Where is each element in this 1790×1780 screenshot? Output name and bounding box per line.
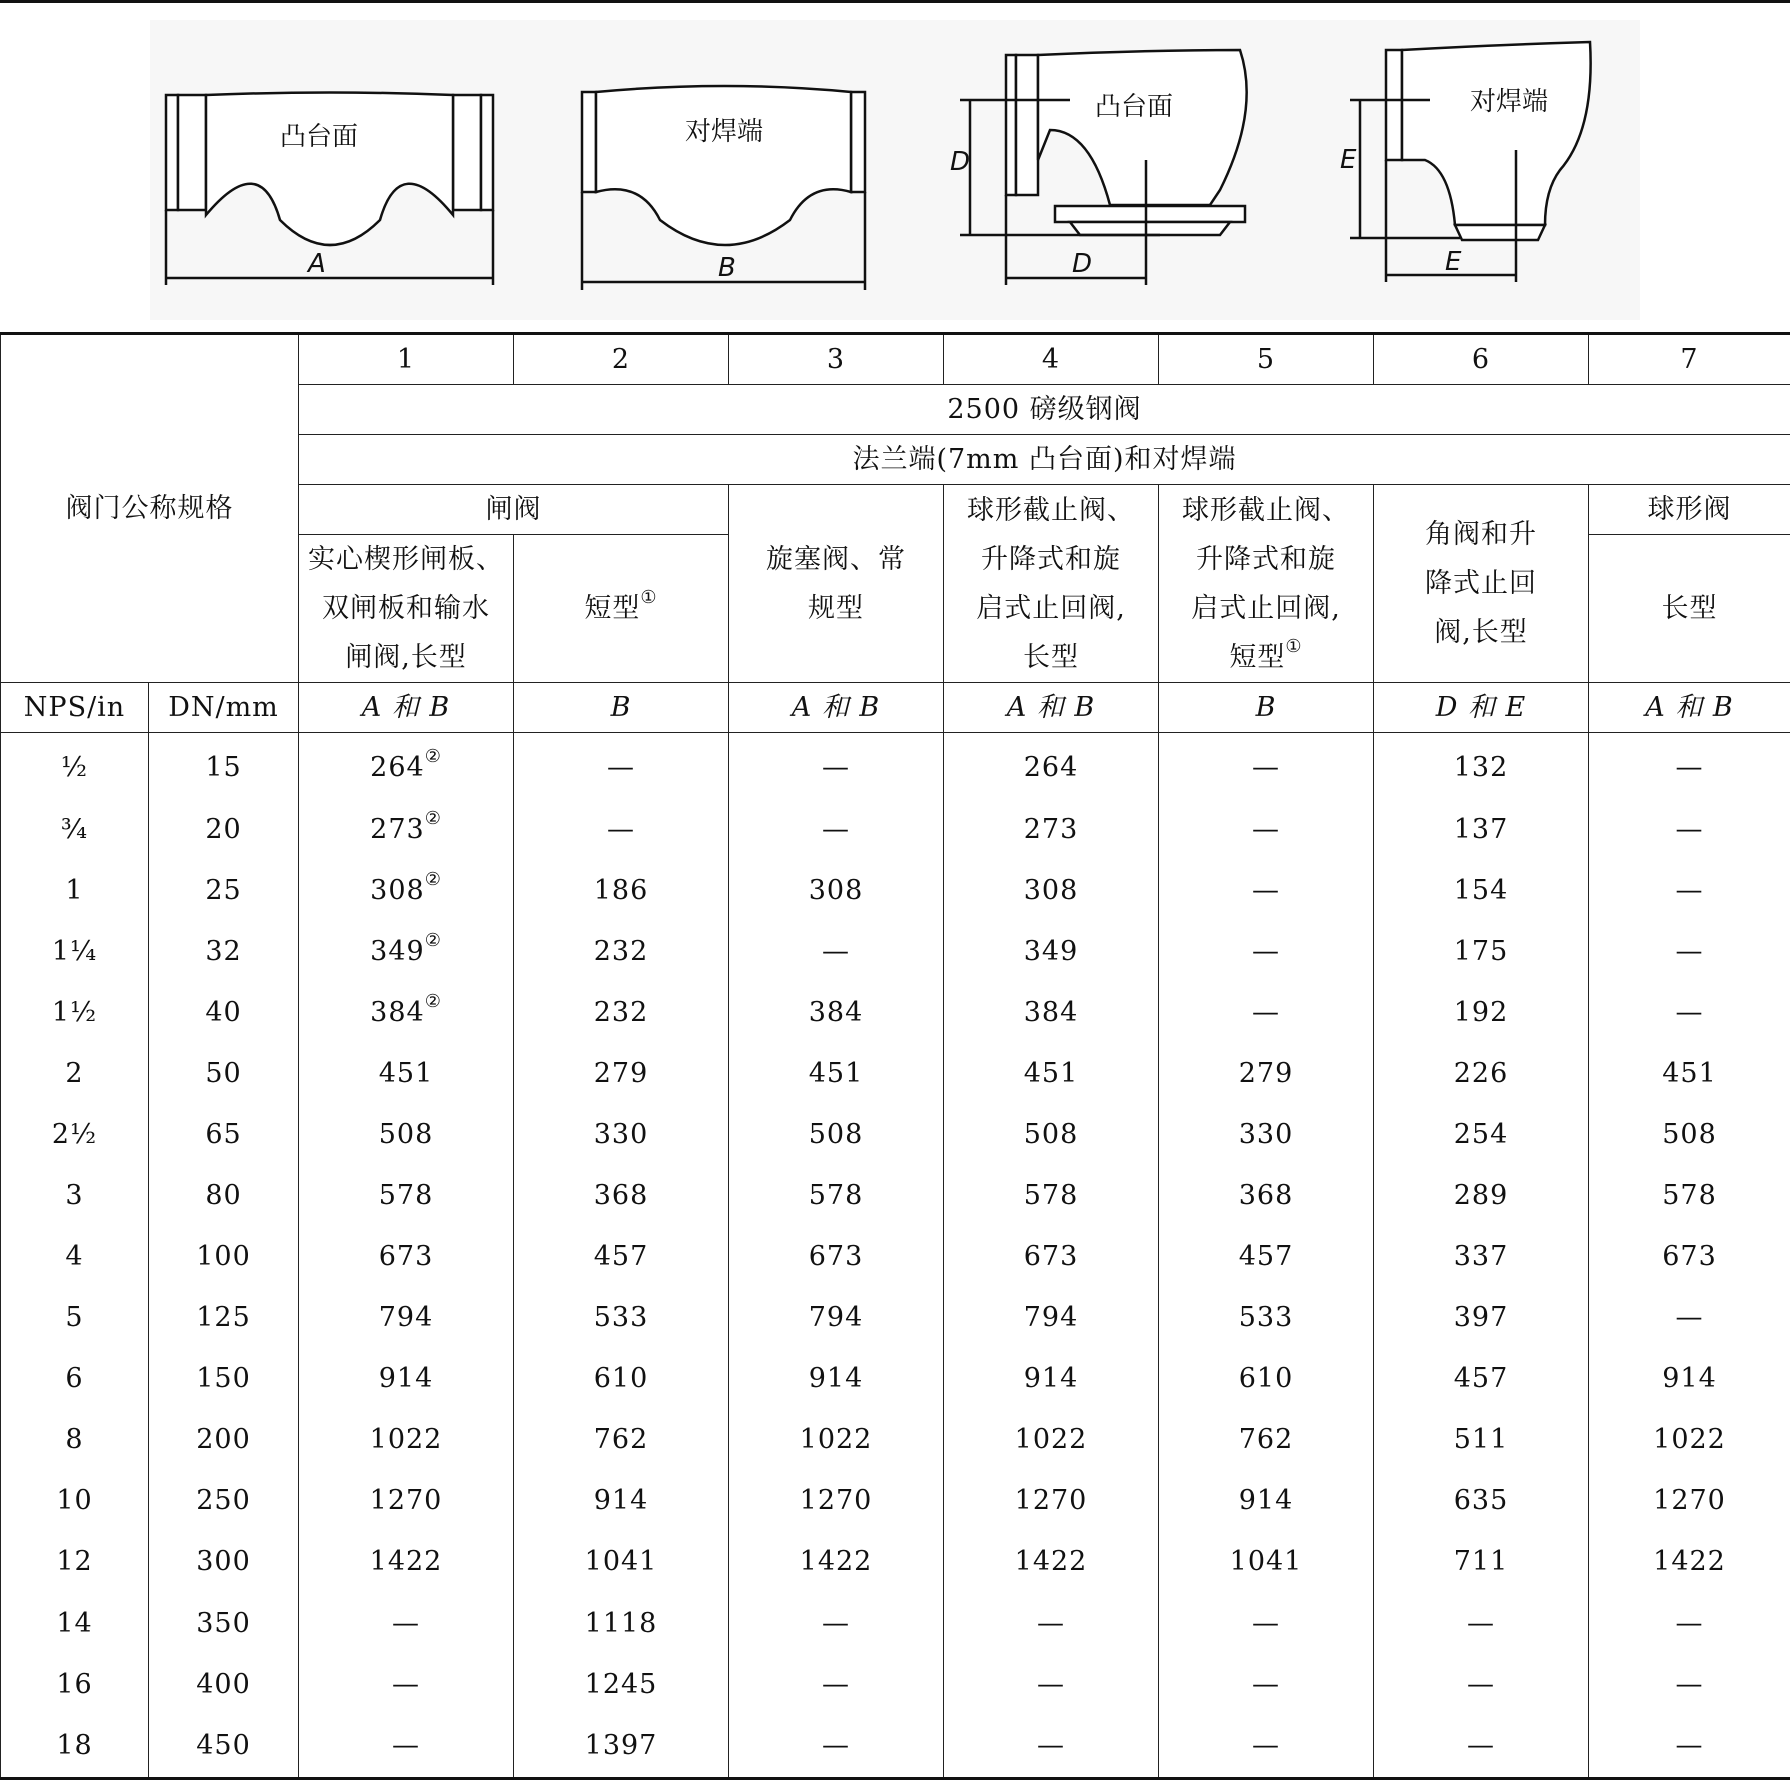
globe-valve-header: 球形阀 [1589, 485, 1790, 535]
col3-description [729, 485, 944, 683]
valve-dimension-figure [150, 20, 1640, 320]
col-number-2: 2 [514, 334, 729, 385]
col-number-3: 3 [729, 334, 944, 385]
col1-cell [299, 1532, 514, 1593]
col1-value: 1422 [370, 1546, 443, 1577]
col3-cell: — [729, 1593, 944, 1654]
dn-cell: 200 [149, 1410, 299, 1471]
col1-value: 384 [370, 997, 425, 1028]
col-number-7: 7 [1589, 334, 1790, 385]
col2-cell: 279 [514, 1044, 729, 1105]
dn-cell: 400 [149, 1654, 299, 1715]
col1-footnote-mark: ② [425, 869, 442, 890]
col5-cell: 279 [1159, 1044, 1374, 1105]
col3-desc-line-2: 规型 [733, 584, 939, 633]
table-row [1, 1471, 1790, 1532]
col3-cell: — [729, 921, 944, 982]
col1-value: 349 [370, 936, 425, 967]
col2-cell: 1118 [514, 1593, 729, 1654]
col4-description [944, 485, 1159, 683]
col6-cell: 254 [1374, 1105, 1589, 1166]
nps-cell: 1 [1, 860, 149, 921]
col1-value: 578 [379, 1180, 434, 1211]
nps-cell: 14 [1, 1593, 149, 1654]
col5-footnote-mark: ① [1285, 636, 1302, 657]
col6-description [1374, 485, 1589, 683]
table-row [1, 1227, 1790, 1288]
col1-cell [299, 1471, 514, 1532]
raised-face-label-1: 凸台面 [280, 122, 358, 152]
col5-cell: — [1159, 1715, 1374, 1778]
col6-cell: 511 [1374, 1410, 1589, 1471]
nps-cell: 2½ [1, 1105, 149, 1166]
col-number-5: 5 [1159, 334, 1374, 385]
angle-flanged-valve-drawing-d [960, 50, 1247, 285]
col7-cell: 1022 [1589, 1410, 1790, 1471]
col1-value: 508 [379, 1119, 434, 1150]
col3-cell: 384 [729, 982, 944, 1043]
table-row [1, 733, 1790, 800]
dn-cell: 100 [149, 1227, 299, 1288]
gate-valve-header: 闸阀 [299, 485, 729, 535]
table-body [1, 733, 1790, 1779]
col5-cell: 1041 [1159, 1532, 1374, 1593]
col4-cell: 673 [944, 1227, 1159, 1288]
col3-cell: 1270 [729, 1471, 944, 1532]
col5-desc-line-2: 升降式和旋 [1163, 535, 1369, 584]
col4-cell: 508 [944, 1105, 1159, 1166]
col6-cell: — [1374, 1654, 1589, 1715]
col1-cell [299, 921, 514, 982]
top-rule [0, 0, 1790, 3]
col5-cell: — [1159, 982, 1374, 1043]
col4-cell: 1270 [944, 1471, 1159, 1532]
nps-cell: 5 [1, 1288, 149, 1349]
col6-cell: 154 [1374, 860, 1589, 921]
col5-cell: 762 [1159, 1410, 1374, 1471]
col4-cell: 914 [944, 1349, 1159, 1410]
col7-cell: — [1589, 1288, 1790, 1349]
table-row [1, 982, 1790, 1043]
col1-value: 264 [370, 752, 425, 783]
col6-cell: 226 [1374, 1044, 1589, 1105]
col5-desc-line-3: 启式止回阀, [1163, 584, 1369, 633]
col1-cell [299, 1105, 514, 1166]
col2-cell: 914 [514, 1471, 729, 1532]
col2-footnote-mark: ① [640, 587, 657, 608]
col2-cell: 1245 [514, 1654, 729, 1715]
col6-cell: 337 [1374, 1227, 1589, 1288]
col1-footnote-mark: ② [425, 991, 442, 1012]
table-row [1, 799, 1790, 860]
dn-cell: 40 [149, 982, 299, 1043]
col3-cell: — [729, 1715, 944, 1778]
col1-cell [299, 1410, 514, 1471]
dim-label-6: D 和 E [1374, 683, 1589, 733]
col1-cell [299, 1227, 514, 1288]
col1-cell [299, 799, 514, 860]
col3-cell: 914 [729, 1349, 944, 1410]
table-row [1, 1410, 1790, 1471]
col7-cell: — [1589, 1593, 1790, 1654]
dn-cell: 25 [149, 860, 299, 921]
col2-cell: 232 [514, 921, 729, 982]
col2-cell: — [514, 799, 729, 860]
valve-size-header: 阀门公称规格 [1, 334, 299, 683]
dim-e-vertical-label: E [1340, 145, 1357, 175]
col5-cell: — [1159, 1654, 1374, 1715]
table-row [1, 1105, 1790, 1166]
col5-description [1159, 485, 1374, 683]
dim-e-horizontal-label: E [1445, 247, 1462, 277]
col1-value: 308 [370, 875, 425, 906]
col5-cell: — [1159, 921, 1374, 982]
col2-cell: 330 [514, 1105, 729, 1166]
col5-cell: 330 [1159, 1105, 1374, 1166]
table-row [1, 1288, 1790, 1349]
col7-cell: — [1589, 921, 1790, 982]
col3-desc-line-1: 旋塞阀、常 [733, 535, 939, 584]
dim-label-2: B [514, 683, 729, 733]
col1-value: 1022 [370, 1424, 443, 1455]
nps-cell: 8 [1, 1410, 149, 1471]
col5-cell: 610 [1159, 1349, 1374, 1410]
col5-cell: 368 [1159, 1166, 1374, 1227]
dn-cell: 32 [149, 921, 299, 982]
col1-value: — [392, 1669, 420, 1700]
col7-cell: 578 [1589, 1166, 1790, 1227]
col4-cell: 308 [944, 860, 1159, 921]
col-number-6: 6 [1374, 334, 1589, 385]
col1-value: 794 [379, 1302, 434, 1333]
col4-cell: 384 [944, 982, 1159, 1043]
col7-cell: 914 [1589, 1349, 1790, 1410]
col4-desc-line-4: 长型 [948, 633, 1154, 682]
dim-label-1: A 和 B [299, 683, 514, 733]
nps-header: NPS/in [1, 683, 149, 733]
dn-header: DN/mm [149, 683, 299, 733]
raised-face-label-2: 凸台面 [1095, 92, 1173, 122]
col3-cell: — [729, 1654, 944, 1715]
col3-cell: 673 [729, 1227, 944, 1288]
col2-desc-text: 短型 [584, 593, 640, 624]
col2-cell: 1041 [514, 1532, 729, 1593]
nps-cell: 18 [1, 1715, 149, 1778]
col3-cell: 308 [729, 860, 944, 921]
dn-cell: 250 [149, 1471, 299, 1532]
nps-cell: 6 [1, 1349, 149, 1410]
col1-value: 451 [379, 1058, 434, 1089]
dn-cell: 65 [149, 1105, 299, 1166]
dn-cell: 125 [149, 1288, 299, 1349]
col1-value: 673 [379, 1241, 434, 1272]
col4-cell: 578 [944, 1166, 1159, 1227]
col3-cell: — [729, 733, 944, 800]
col3-cell: — [729, 799, 944, 860]
col1-cell [299, 1593, 514, 1654]
dim-d-horizontal-label: D [1072, 249, 1092, 279]
col2-cell: 368 [514, 1166, 729, 1227]
col6-cell: 132 [1374, 733, 1589, 800]
dim-label-3: A 和 B [729, 683, 944, 733]
col1-value: — [392, 1608, 420, 1639]
col1-description [299, 535, 514, 683]
col1-desc-line-3: 闸阀,长型 [303, 633, 509, 682]
col1-footnote-mark: ② [425, 808, 442, 829]
col1-value: 273 [370, 814, 425, 845]
col4-cell: 264 [944, 733, 1159, 800]
col7-cell: — [1589, 799, 1790, 860]
dim-a-label: A [306, 249, 326, 279]
col6-cell: 457 [1374, 1349, 1589, 1410]
col5-cell: 457 [1159, 1227, 1374, 1288]
col5-desc-line-1: 球形截止阀、 [1163, 486, 1369, 535]
col2-cell: 1397 [514, 1715, 729, 1778]
col3-cell: 451 [729, 1044, 944, 1105]
col7-cell: 451 [1589, 1044, 1790, 1105]
table-row [1, 1044, 1790, 1105]
col4-desc-line-3: 启式止回阀, [948, 584, 1154, 633]
col1-cell [299, 982, 514, 1043]
col2-description [514, 535, 729, 683]
col2-cell: — [514, 733, 729, 800]
col3-cell: 794 [729, 1288, 944, 1349]
col4-cell: 349 [944, 921, 1159, 982]
table-row [1, 1166, 1790, 1227]
col4-desc-line-1: 球形截止阀、 [948, 486, 1154, 535]
col-number-1: 1 [299, 334, 514, 385]
col7-cell: — [1589, 982, 1790, 1043]
col6-cell: 289 [1374, 1166, 1589, 1227]
col4-cell: 451 [944, 1044, 1159, 1105]
dn-cell: 300 [149, 1532, 299, 1593]
col6-cell: 711 [1374, 1532, 1589, 1593]
col7-description: 长型 [1589, 535, 1790, 683]
col6-cell: 397 [1374, 1288, 1589, 1349]
col5-cell: 533 [1159, 1288, 1374, 1349]
figure-svg [150, 20, 1640, 320]
table-row [1, 1532, 1790, 1593]
col2-cell: 610 [514, 1349, 729, 1410]
dn-cell: 150 [149, 1349, 299, 1410]
dn-cell: 80 [149, 1166, 299, 1227]
butt-weld-label-2: 对焊端 [1470, 87, 1548, 117]
butt-weld-label-1: 对焊端 [685, 117, 763, 147]
nps-cell: 1½ [1, 982, 149, 1043]
nps-cell: 1¼ [1, 921, 149, 982]
col1-footnote-mark: ② [425, 746, 442, 767]
nps-cell: 3 [1, 1166, 149, 1227]
dim-label-7: A 和 B [1589, 683, 1790, 733]
col6-cell: — [1374, 1715, 1589, 1778]
col4-desc-line-2: 升降式和旋 [948, 535, 1154, 584]
col7-cell: 1422 [1589, 1532, 1790, 1593]
end-type: 法兰端(7mm 凸台面)和对焊端 [299, 435, 1790, 485]
col7-cell: 1270 [1589, 1471, 1790, 1532]
valve-dimension-table [0, 332, 1790, 1780]
table-row [1, 1715, 1790, 1778]
col6-desc-line-2: 降式止回 [1378, 559, 1584, 608]
table-row [1, 860, 1790, 921]
col6-cell: 635 [1374, 1471, 1589, 1532]
col5-desc-line-4 [1163, 633, 1369, 682]
col1-cell [299, 1044, 514, 1105]
col1-value: 914 [379, 1363, 434, 1394]
col7-cell: — [1589, 1654, 1790, 1715]
col-number-4: 4 [944, 334, 1159, 385]
nps-cell: 4 [1, 1227, 149, 1288]
col6-cell: 137 [1374, 799, 1589, 860]
col1-value: — [392, 1730, 420, 1761]
col4-cell: 1022 [944, 1410, 1159, 1471]
dn-cell: 50 [149, 1044, 299, 1105]
angle-butt-weld-valve-drawing-e [1350, 42, 1591, 282]
col1-desc-line-2: 双闸板和输水 [303, 584, 509, 633]
col1-cell [299, 1166, 514, 1227]
nps-cell: 16 [1, 1654, 149, 1715]
col4-cell: 273 [944, 799, 1159, 860]
table-row [1, 921, 1790, 982]
nps-cell: ¾ [1, 799, 149, 860]
col7-cell: 508 [1589, 1105, 1790, 1166]
col1-cell [299, 860, 514, 921]
dn-cell: 15 [149, 733, 299, 800]
col1-cell [299, 1654, 514, 1715]
col2-cell: 762 [514, 1410, 729, 1471]
col5-desc-text: 短型 [1229, 642, 1285, 673]
col7-cell: 673 [1589, 1227, 1790, 1288]
col2-cell: 186 [514, 860, 729, 921]
col1-value: 1270 [370, 1485, 443, 1516]
nps-cell: ½ [1, 733, 149, 800]
col1-cell [299, 1715, 514, 1778]
col3-cell: 1022 [729, 1410, 944, 1471]
dn-cell: 20 [149, 799, 299, 860]
col7-cell: — [1589, 860, 1790, 921]
col5-cell: — [1159, 1593, 1374, 1654]
dim-label-4: A 和 B [944, 683, 1159, 733]
nps-cell: 2 [1, 1044, 149, 1105]
col2-cell: 457 [514, 1227, 729, 1288]
col5-cell: — [1159, 860, 1374, 921]
col6-cell: — [1374, 1593, 1589, 1654]
col5-cell: — [1159, 799, 1374, 860]
col1-cell [299, 733, 514, 800]
dn-cell: 450 [149, 1715, 299, 1778]
col6-cell: 192 [1374, 982, 1589, 1043]
dn-cell: 350 [149, 1593, 299, 1654]
col7-cell: — [1589, 733, 1790, 800]
class-title: 2500 磅级钢阀 [299, 385, 1790, 435]
col2-cell: 232 [514, 982, 729, 1043]
col1-cell [299, 1349, 514, 1410]
table-row [1, 1654, 1790, 1715]
col4-cell: — [944, 1654, 1159, 1715]
col4-cell: 794 [944, 1288, 1159, 1349]
col5-cell: 914 [1159, 1471, 1374, 1532]
col3-cell: 1422 [729, 1532, 944, 1593]
col6-desc-line-1: 角阀和升 [1378, 510, 1584, 559]
dim-d-vertical-label: D [950, 147, 970, 177]
col4-cell: 1422 [944, 1532, 1159, 1593]
col5-cell: — [1159, 733, 1374, 800]
nps-cell: 10 [1, 1471, 149, 1532]
col6-cell: 175 [1374, 921, 1589, 982]
col7-cell: — [1589, 1715, 1790, 1778]
dim-b-label: B [718, 253, 736, 283]
table-row [1, 1349, 1790, 1410]
col3-cell: 508 [729, 1105, 944, 1166]
dim-label-5: B [1159, 683, 1374, 733]
table-row [1, 1593, 1790, 1654]
col1-footnote-mark: ② [425, 930, 442, 951]
col1-cell [299, 1288, 514, 1349]
col4-cell: — [944, 1715, 1159, 1778]
col2-cell: 533 [514, 1288, 729, 1349]
col1-desc-line-1: 实心楔形闸板、 [303, 535, 509, 584]
nps-cell: 12 [1, 1532, 149, 1593]
col4-cell: — [944, 1593, 1159, 1654]
col6-desc-line-3: 阀,长型 [1378, 608, 1584, 657]
col3-cell: 578 [729, 1166, 944, 1227]
